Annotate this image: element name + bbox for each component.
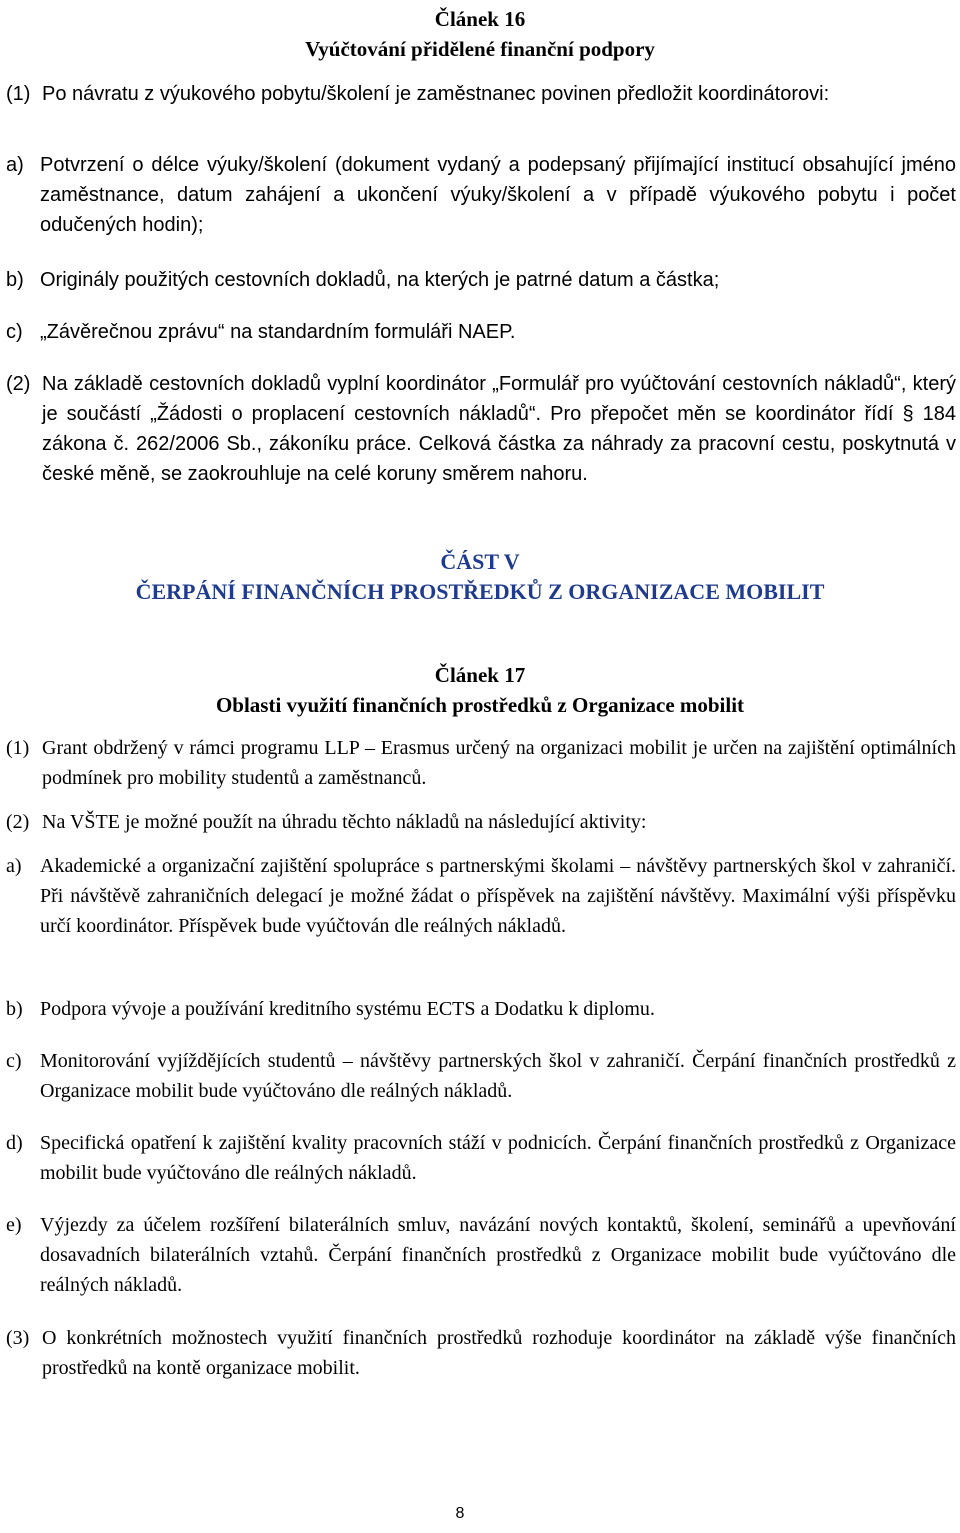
- article-16-title: Článek 16: [434, 7, 526, 31]
- art17-c-marker: c): [6, 1050, 22, 1072]
- article-16-subtitle: Vyúčtování přidělené finanční podpory: [305, 37, 655, 61]
- art16-a-text: Potvrzení o délce výuky/školení (dokument vydaný a podepsaný přijímající institucí obsahující jméno zaměstnance, datum zahájení a ukončení výuky/školení a v případě výukového pobytu i počet odučených hodin);: [40, 154, 956, 236]
- art16-item-c: [6, 317, 956, 347]
- art17-paragraph-3: [6, 1323, 956, 1383]
- art16-p2-text: Na základě cestovních dokladů vyplní koordinátor „Formulář pro vyúčtování cestovních nákladů“, který je součástí „Žádosti o proplacení cestovních nákladů“. Pro přepočet měn se koordinátor řídí § 184 zákona č. 262/2006 Sb., zákoníku práce. Celková částka za náhrady za pracovní cestu, poskytnutá v české měně, se zaokrouhluje na celé koruny směrem nahoru.: [42, 373, 956, 485]
- art17-d-text: Specifická opatření k zajištění kvality pracovních stáží v podnicích. Čerpání finančních prostředků z Organizace mobilit bude vyúčtováno dle reálných nákladů.: [40, 1132, 956, 1184]
- art17-p1-text: Grant obdržený v rámci programu LLP – Erasmus určený na organizaci mobilit je určen na zajištění optimálních podmínek pro mobility studentů a zaměstnanců.: [42, 737, 956, 789]
- art16-c-marker: c): [6, 321, 23, 343]
- art16-b-text: Originály použitých cestovních dokladů, na kterých je patrné datum a částka;: [40, 269, 720, 291]
- art17-p3-marker: (3): [6, 1327, 30, 1349]
- art17-item-c: [6, 1046, 956, 1106]
- art17-paragraph-2: [6, 807, 956, 837]
- art17-b-marker: b): [6, 998, 23, 1020]
- art16-p1-marker: (1): [6, 83, 31, 105]
- art16-p1-text: Po návratu z výukového pobytu/školení je zaměstnanec povinen předložit koordinátorovi:: [42, 83, 830, 105]
- art17-item-b: [6, 994, 956, 1024]
- art17-item-e: [6, 1210, 956, 1300]
- page-number: 8: [455, 1505, 465, 1522]
- art17-a-marker: a): [6, 855, 22, 877]
- art16-item-a: [6, 150, 956, 240]
- art16-paragraph-2: [6, 369, 956, 489]
- art17-c-text: Monitorování vyjíždějících studentů – návštěvy partnerských škol v zahraničí. Čerpání finančních prostředků z Organizace mobilit bude vyúčtováno dle reálných nákladů.: [40, 1050, 956, 1102]
- art17-p2-text: Na VŠTE je možné použít na úhradu těchto nákladů na následující aktivity:: [42, 811, 647, 833]
- art17-d-marker: d): [6, 1132, 23, 1154]
- article-17-subtitle: Oblasti využití finančních prostředků z Organizace mobilit: [215, 693, 745, 717]
- part-title: ČÁST V: [440, 549, 520, 574]
- art17-e-text: Výjezdy za účelem rozšíření bilaterálních smluv, navázání nových kontaktů, školení, seminářů a upevňování dosavadních bilaterálních vztahů. Čerpání finančních prostředků z Organizace mobilit bude vyúčtováno dle reálných nákladů.: [40, 1214, 956, 1296]
- art17-p3-text: O konkrétních možnostech využití finančních prostředků rozhoduje koordinátor na základě výše finančních prostředků na kontě organizace mobilit.: [42, 1327, 956, 1379]
- art16-p2-marker: (2): [6, 373, 31, 395]
- part-subtitle: ČERPÁNÍ FINANČNÍCH PROSTŘEDKŮ Z ORGANIZACE MOBILIT: [135, 579, 825, 604]
- art16-item-b: [6, 265, 956, 295]
- article-17-title: Článek 17: [434, 663, 526, 687]
- art17-item-a: [6, 851, 956, 941]
- art16-paragraph-1: [6, 79, 956, 109]
- art16-b-marker: b): [6, 269, 24, 291]
- art17-item-d: [6, 1128, 956, 1188]
- art17-a-text: Akademické a organizační zajištění spolupráce s partnerskými školami – návštěvy partnerských škol v zahraničí. Při návštěvě zahraničních delegací je možné žádat o příspěvek na zajištění návštěvy. Maximální výši příspěvku určí koordinátor. Příspěvek bude vyúčtován dle reálných nákladů.: [40, 855, 956, 937]
- art17-p1-marker: (1): [6, 737, 30, 759]
- art16-c-text: „Závěrečnou zprávu“ na standardním formuláři NAEP.: [40, 321, 516, 343]
- art17-b-text: Podpora vývoje a používání kreditního systému ECTS a Dodatku k diplomu.: [40, 998, 655, 1020]
- art17-p2-marker: (2): [6, 811, 30, 833]
- art17-e-marker: e): [6, 1214, 22, 1236]
- art17-paragraph-1: [6, 733, 956, 793]
- art16-a-marker: a): [6, 154, 24, 176]
